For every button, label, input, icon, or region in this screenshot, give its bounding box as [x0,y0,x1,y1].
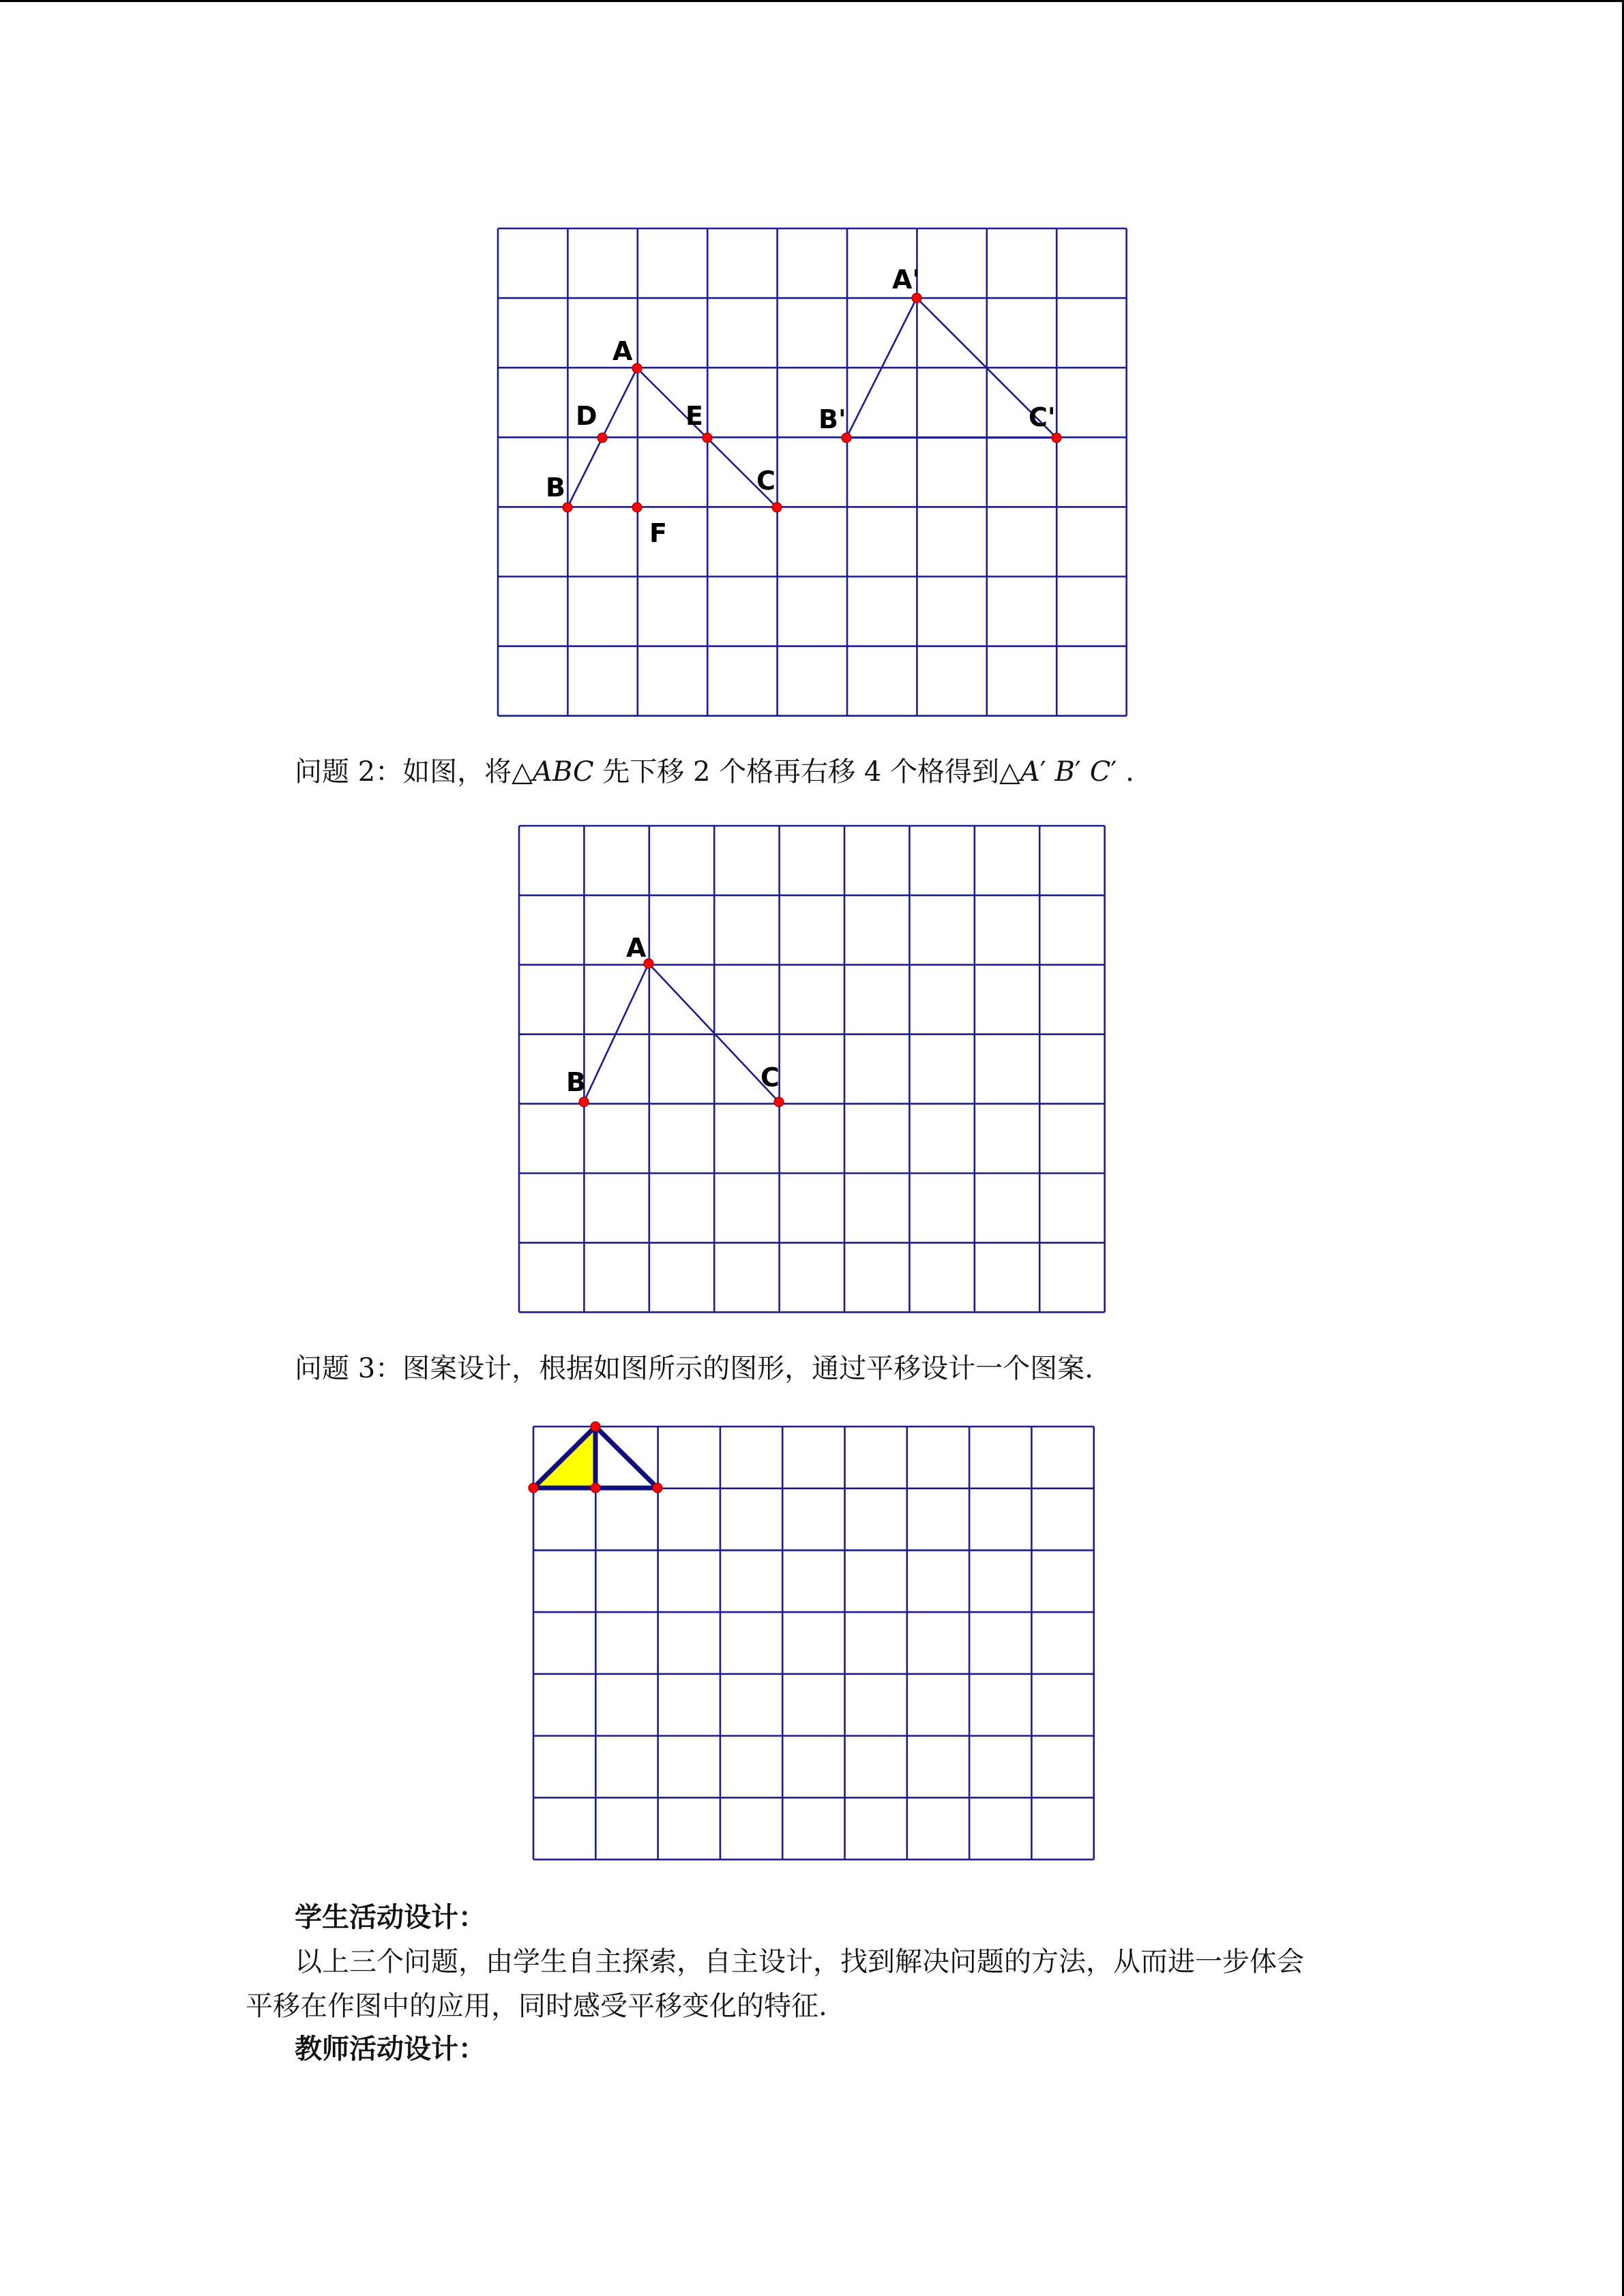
figure-3-pattern-design [532,1425,1098,1868]
problem-2-image-vertex-a: A [1020,756,1040,788]
problem-2-middle: 先下移 2 个格再右移 4 个格得到△ [593,756,1020,788]
figure-1-translation-result [491,222,1132,726]
label-c1: C' [1029,402,1056,432]
point-b [563,503,572,512]
student-activity-line-2: 平移在作图中的应用，同时感受平移变化的特征. [246,1991,827,2022]
point-right [653,1483,662,1493]
figure-2-grid [519,826,1105,1312]
label-a1: A' [892,265,921,295]
figure-2-triangle-abc [584,964,779,1102]
problem-2-prime-c: ′ [1110,756,1117,788]
segment-ab [584,964,649,1102]
point-e [703,433,712,443]
problem-2-image-vertex-c: C [1089,756,1111,788]
point-a1 [912,293,921,303]
point-middle [591,1483,600,1493]
problem-2-image-vertex-b: B [1054,756,1075,788]
problem-2-suffix: . [1117,756,1134,788]
label-c: C [761,1062,780,1092]
problem-2-prefix: 问题 2：如图，将△ [295,756,533,788]
point-apex [591,1422,600,1431]
problem-2-prime-a: ′ [1039,756,1046,788]
label-e: E [685,401,703,431]
label-c: C [756,466,776,496]
teacher-activity-heading: 教师活动设计： [295,2033,486,2065]
problem-2-prime-b: ′ [1074,756,1082,788]
student-activity-heading: 学生活动设计： [295,1901,486,1933]
problem-2-text [295,754,1134,790]
problem-2-triangle-name: ABC [532,756,594,788]
point-c1 [1052,433,1061,443]
figure-1-grid [498,228,1127,716]
point-f [632,503,642,512]
label-b: B [546,473,565,503]
point-d [597,433,607,443]
point-c [774,1097,784,1107]
figure-3-grid [533,1427,1094,1860]
label-d: D [576,401,597,431]
label-a: A [612,336,633,366]
figure-2-original-triangle [518,824,1105,1315]
point-left [529,1483,538,1493]
student-activity-line-1: 以上三个问题，由学生自主探索，自主设计，找到解决问题的方法，从而进一步体会 [295,1946,1304,1978]
point-b1 [842,433,851,443]
point-c [772,503,782,512]
label-b1: B' [818,404,846,434]
label-b: B [566,1067,586,1097]
point-b [579,1097,589,1107]
page-border-top [0,0,1624,2]
label-a: A [626,933,647,963]
point-a [632,363,642,373]
problem-3-text: 问题 3：图案设计，根据如图所示的图形，通过平移设计一个图案. [295,1353,1093,1384]
label-f: F [649,518,667,548]
